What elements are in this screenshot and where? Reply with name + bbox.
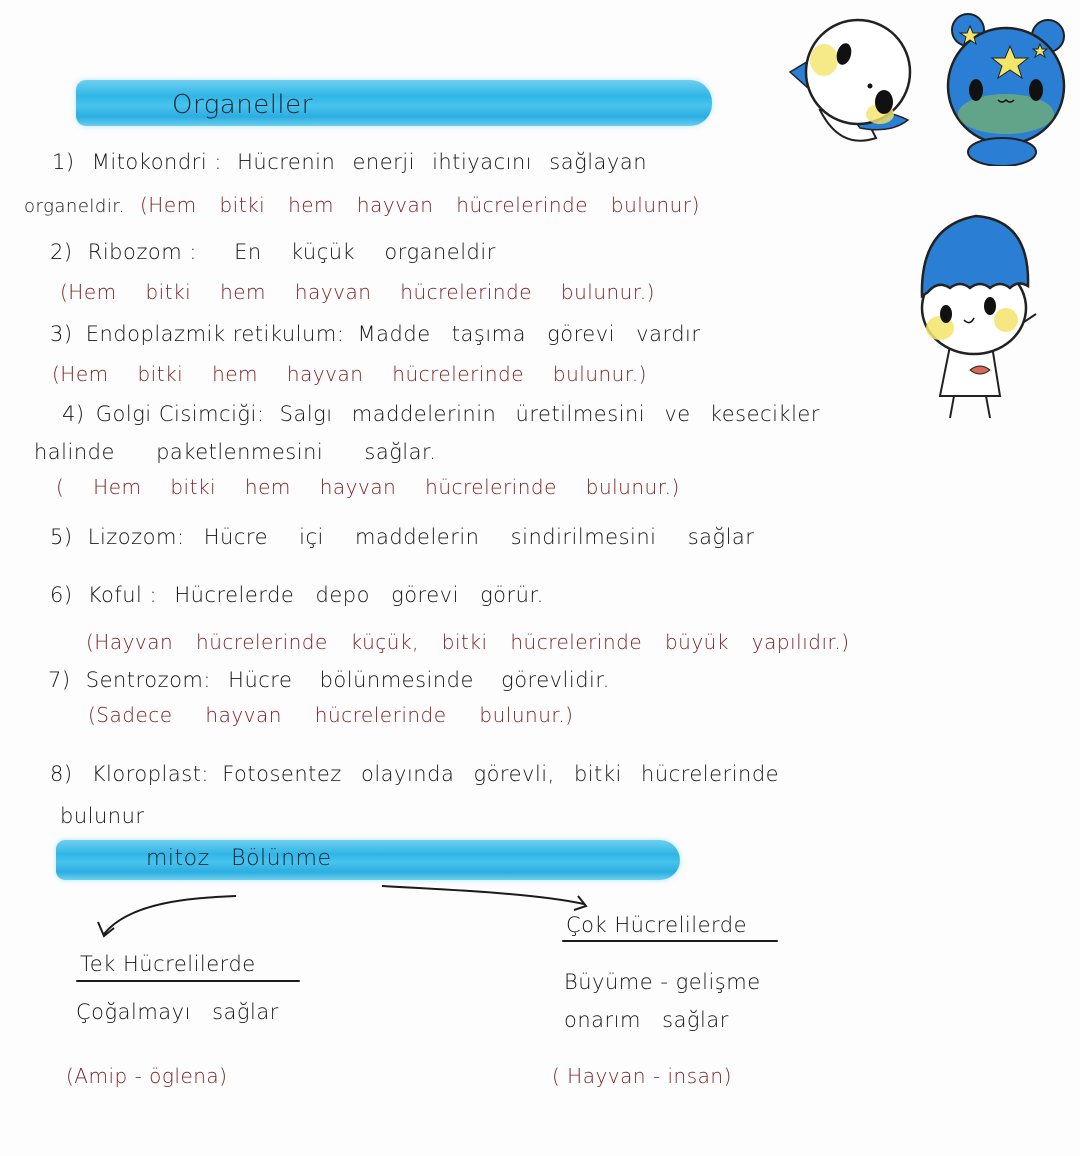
item-endoplazmik-retikulum-note: (Hem bitki hem hayvan hücrelerinde bulunur.): [52, 362, 647, 386]
item-name: Mitokondri :: [91, 150, 222, 174]
item-name: Kloroplast:: [91, 762, 210, 786]
item-description: Hücrelerde depo görevi görür.: [174, 583, 544, 607]
item-sentrozom-note: (Sadece hayvan hücrelerinde bulunur.): [88, 703, 574, 727]
item-endoplazmik-retikulum: [50, 322, 701, 346]
item-sentrozom: [48, 668, 610, 692]
branch-heading-multi-celled: Çok Hücrelilerde: [566, 913, 748, 937]
item-golgi: [62, 402, 820, 426]
item-number: 5): [50, 525, 73, 549]
item-name: Koful :: [87, 583, 158, 607]
item-note: (Hem bitki hem hayvan hücrelerinde bulunur): [140, 193, 700, 217]
item-description: Fotosentez olayında görevli, bitki hücrelerinde: [222, 762, 780, 786]
ghost-bird-character-icon: [780, 10, 930, 150]
heading-underline: [76, 980, 300, 982]
organelles-title: Organeller: [172, 90, 313, 120]
item-number: 1): [52, 150, 75, 174]
item-kloroplast-cont: bulunur: [60, 804, 145, 828]
item-description: Hücrenin enerji ihtiyacını sağlayan: [237, 150, 648, 174]
item-golgi-note: ( Hem bitki hem hayvan hücrelerinde bulunur.): [56, 475, 680, 499]
item-ribozom: [50, 240, 496, 264]
item-name: Ribozom :: [87, 240, 197, 264]
branch-example: (Amip - öglena): [66, 1064, 228, 1088]
item-number: 4): [62, 402, 85, 426]
item-number: 3): [50, 322, 73, 346]
branch-example: ( Hayvan - insan): [552, 1064, 732, 1088]
star-bear-character-icon: [940, 6, 1070, 166]
item-name: Golgi Cisimciği:: [95, 402, 265, 426]
item-description: Hücre bölünmesinde görevlidir.: [228, 668, 610, 692]
item-mitokondri: [52, 150, 647, 174]
mitosis-title: mitoz Bölünme: [146, 846, 332, 871]
item-description: En küçük organeldir: [234, 240, 496, 264]
branch-line: onarım sağlar: [564, 1008, 729, 1032]
item-name: Lizozom:: [87, 525, 185, 549]
branch-heading-single-celled: Tek Hücrelilerde: [80, 952, 256, 976]
arrow-right-icon: [378, 882, 598, 922]
item-koful-note: (Hayvan hücrelerinde küçük, bitki hücrelerinde büyük yapılıdır.): [86, 630, 850, 654]
blue-hair-kid-character-icon: [910, 196, 1050, 426]
item-description: Hücre içi maddelerin sindirilmesini sağlar: [203, 525, 755, 549]
branch-line: Çoğalmayı sağlar: [76, 1000, 279, 1024]
item-lizozom: [50, 525, 754, 549]
arrow-left-icon: [90, 890, 250, 950]
heading-underline: [562, 940, 778, 942]
item-description: Salgı maddelerinin üretilmesini ve kesecikler: [279, 402, 820, 426]
item-ribozom-note: (Hem bitki hem hayvan hücrelerinde bulunur.): [60, 280, 655, 304]
item-name: Sentrozom:: [85, 668, 211, 692]
item-number: 7): [48, 668, 71, 692]
item-name: Endoplazmik retikulum:: [85, 322, 345, 346]
branch-line: Büyüme - gelişme: [564, 970, 761, 994]
item-description-cont: organeldir.: [24, 196, 125, 217]
item-description: Madde taşıma görevi vardır: [357, 322, 701, 346]
item-golgi-cont: halinde paketlenmesini sağlar.: [34, 440, 437, 464]
item-number: 2): [50, 240, 73, 264]
item-number: 8): [50, 762, 73, 786]
item-kloroplast: [50, 762, 779, 786]
item-mitokondri-cont: [24, 193, 700, 217]
item-number: 6): [50, 583, 73, 607]
item-koful: [50, 583, 544, 607]
